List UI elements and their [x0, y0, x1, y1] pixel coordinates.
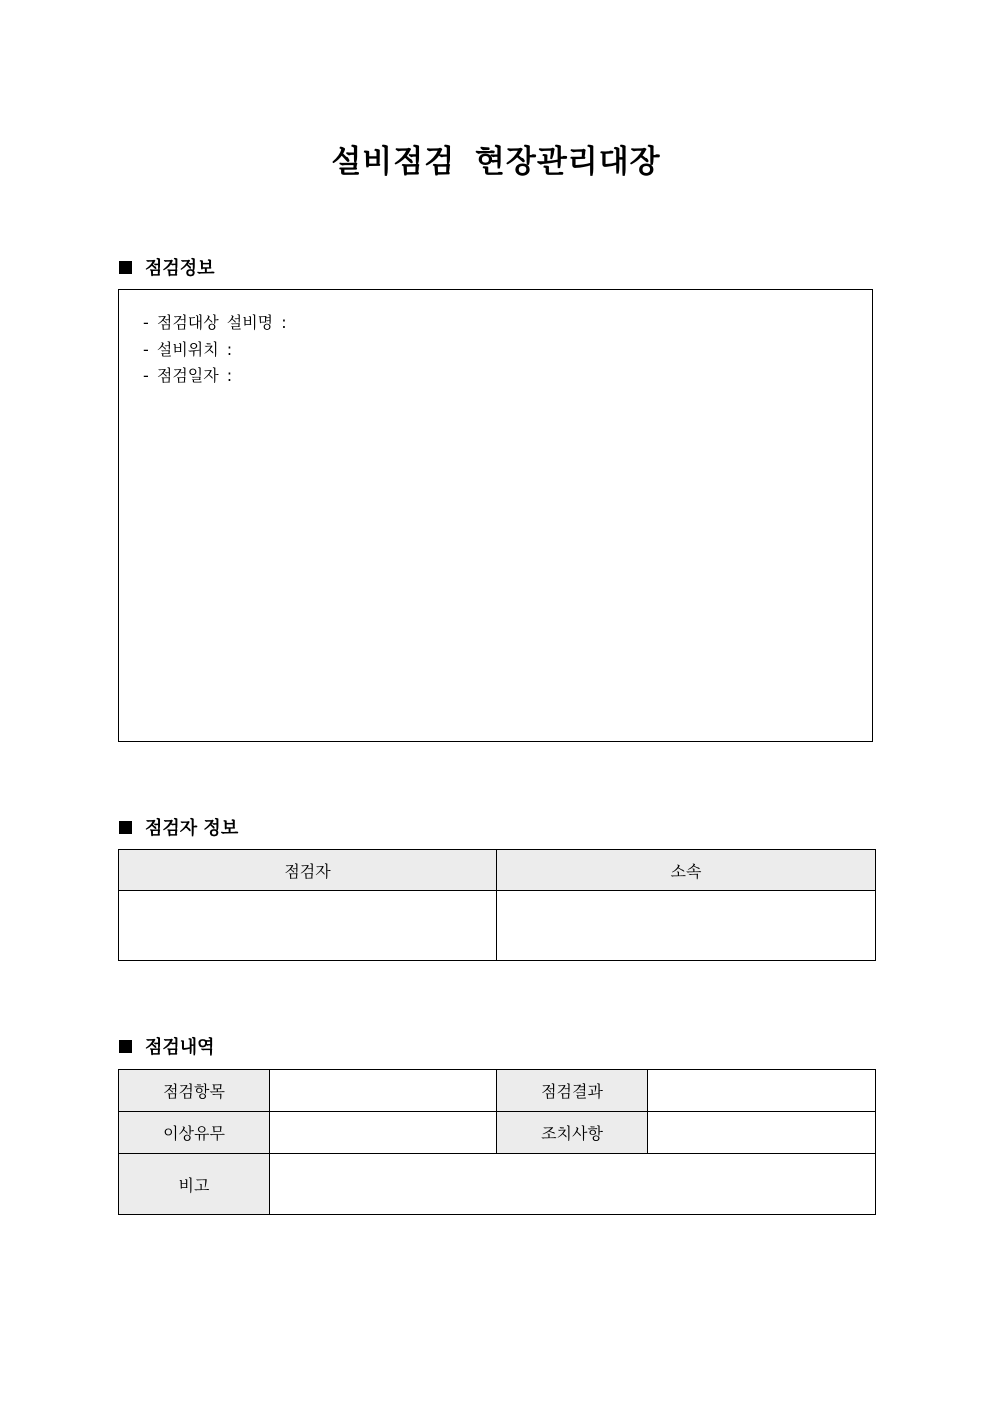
table-header-row: [119, 850, 876, 891]
equipment-location-line: - 설비위치 :: [143, 339, 233, 359]
inspection-date-line: - 점검일자 :: [143, 366, 233, 385]
section-heading-label: 점검자 정보: [145, 818, 239, 839]
equipment-name-line: - 점검대상 설비명 :: [143, 313, 287, 332]
anomaly-value-cell[interactable]: [270, 1112, 497, 1154]
section-heading-inspection-info: [119, 254, 215, 280]
section-heading-label: 점검정보: [145, 258, 215, 279]
section-heading-inspection-details: [119, 1033, 215, 1059]
inspector-info-table: [118, 849, 876, 961]
action-taken-label: 조치사항: [497, 1112, 648, 1154]
page-title: 설비점검 현장관리대장: [331, 144, 661, 180]
remarks-value-cell[interactable]: [270, 1154, 876, 1215]
inspection-result-value-cell[interactable]: [648, 1070, 876, 1112]
inspector-value-cell[interactable]: [119, 891, 497, 961]
inspection-details-table: [118, 1069, 876, 1215]
table-row: [119, 1112, 876, 1154]
square-bullet-icon: [119, 261, 132, 274]
affiliation-column-header: 소속: [497, 850, 876, 891]
inspection-info-box[interactable]: [118, 289, 873, 742]
table-row: [119, 1154, 876, 1215]
inspection-item-label: 점검항목: [119, 1070, 270, 1112]
section-heading-label: 점검내역: [145, 1037, 215, 1058]
section-heading-inspector-info: [119, 814, 238, 840]
affiliation-value-cell[interactable]: [497, 891, 876, 961]
inspection-item-value-cell[interactable]: [270, 1070, 497, 1112]
anomaly-label: 이상유무: [119, 1112, 270, 1154]
square-bullet-icon: [119, 1040, 132, 1053]
table-row: [119, 1070, 876, 1112]
remarks-label: 비고: [119, 1154, 270, 1215]
table-row: [119, 891, 876, 961]
inspection-result-label: 점검결과: [497, 1070, 648, 1112]
inspector-column-header: 점검자: [119, 850, 497, 891]
square-bullet-icon: [119, 821, 132, 834]
action-taken-value-cell[interactable]: [648, 1112, 876, 1154]
